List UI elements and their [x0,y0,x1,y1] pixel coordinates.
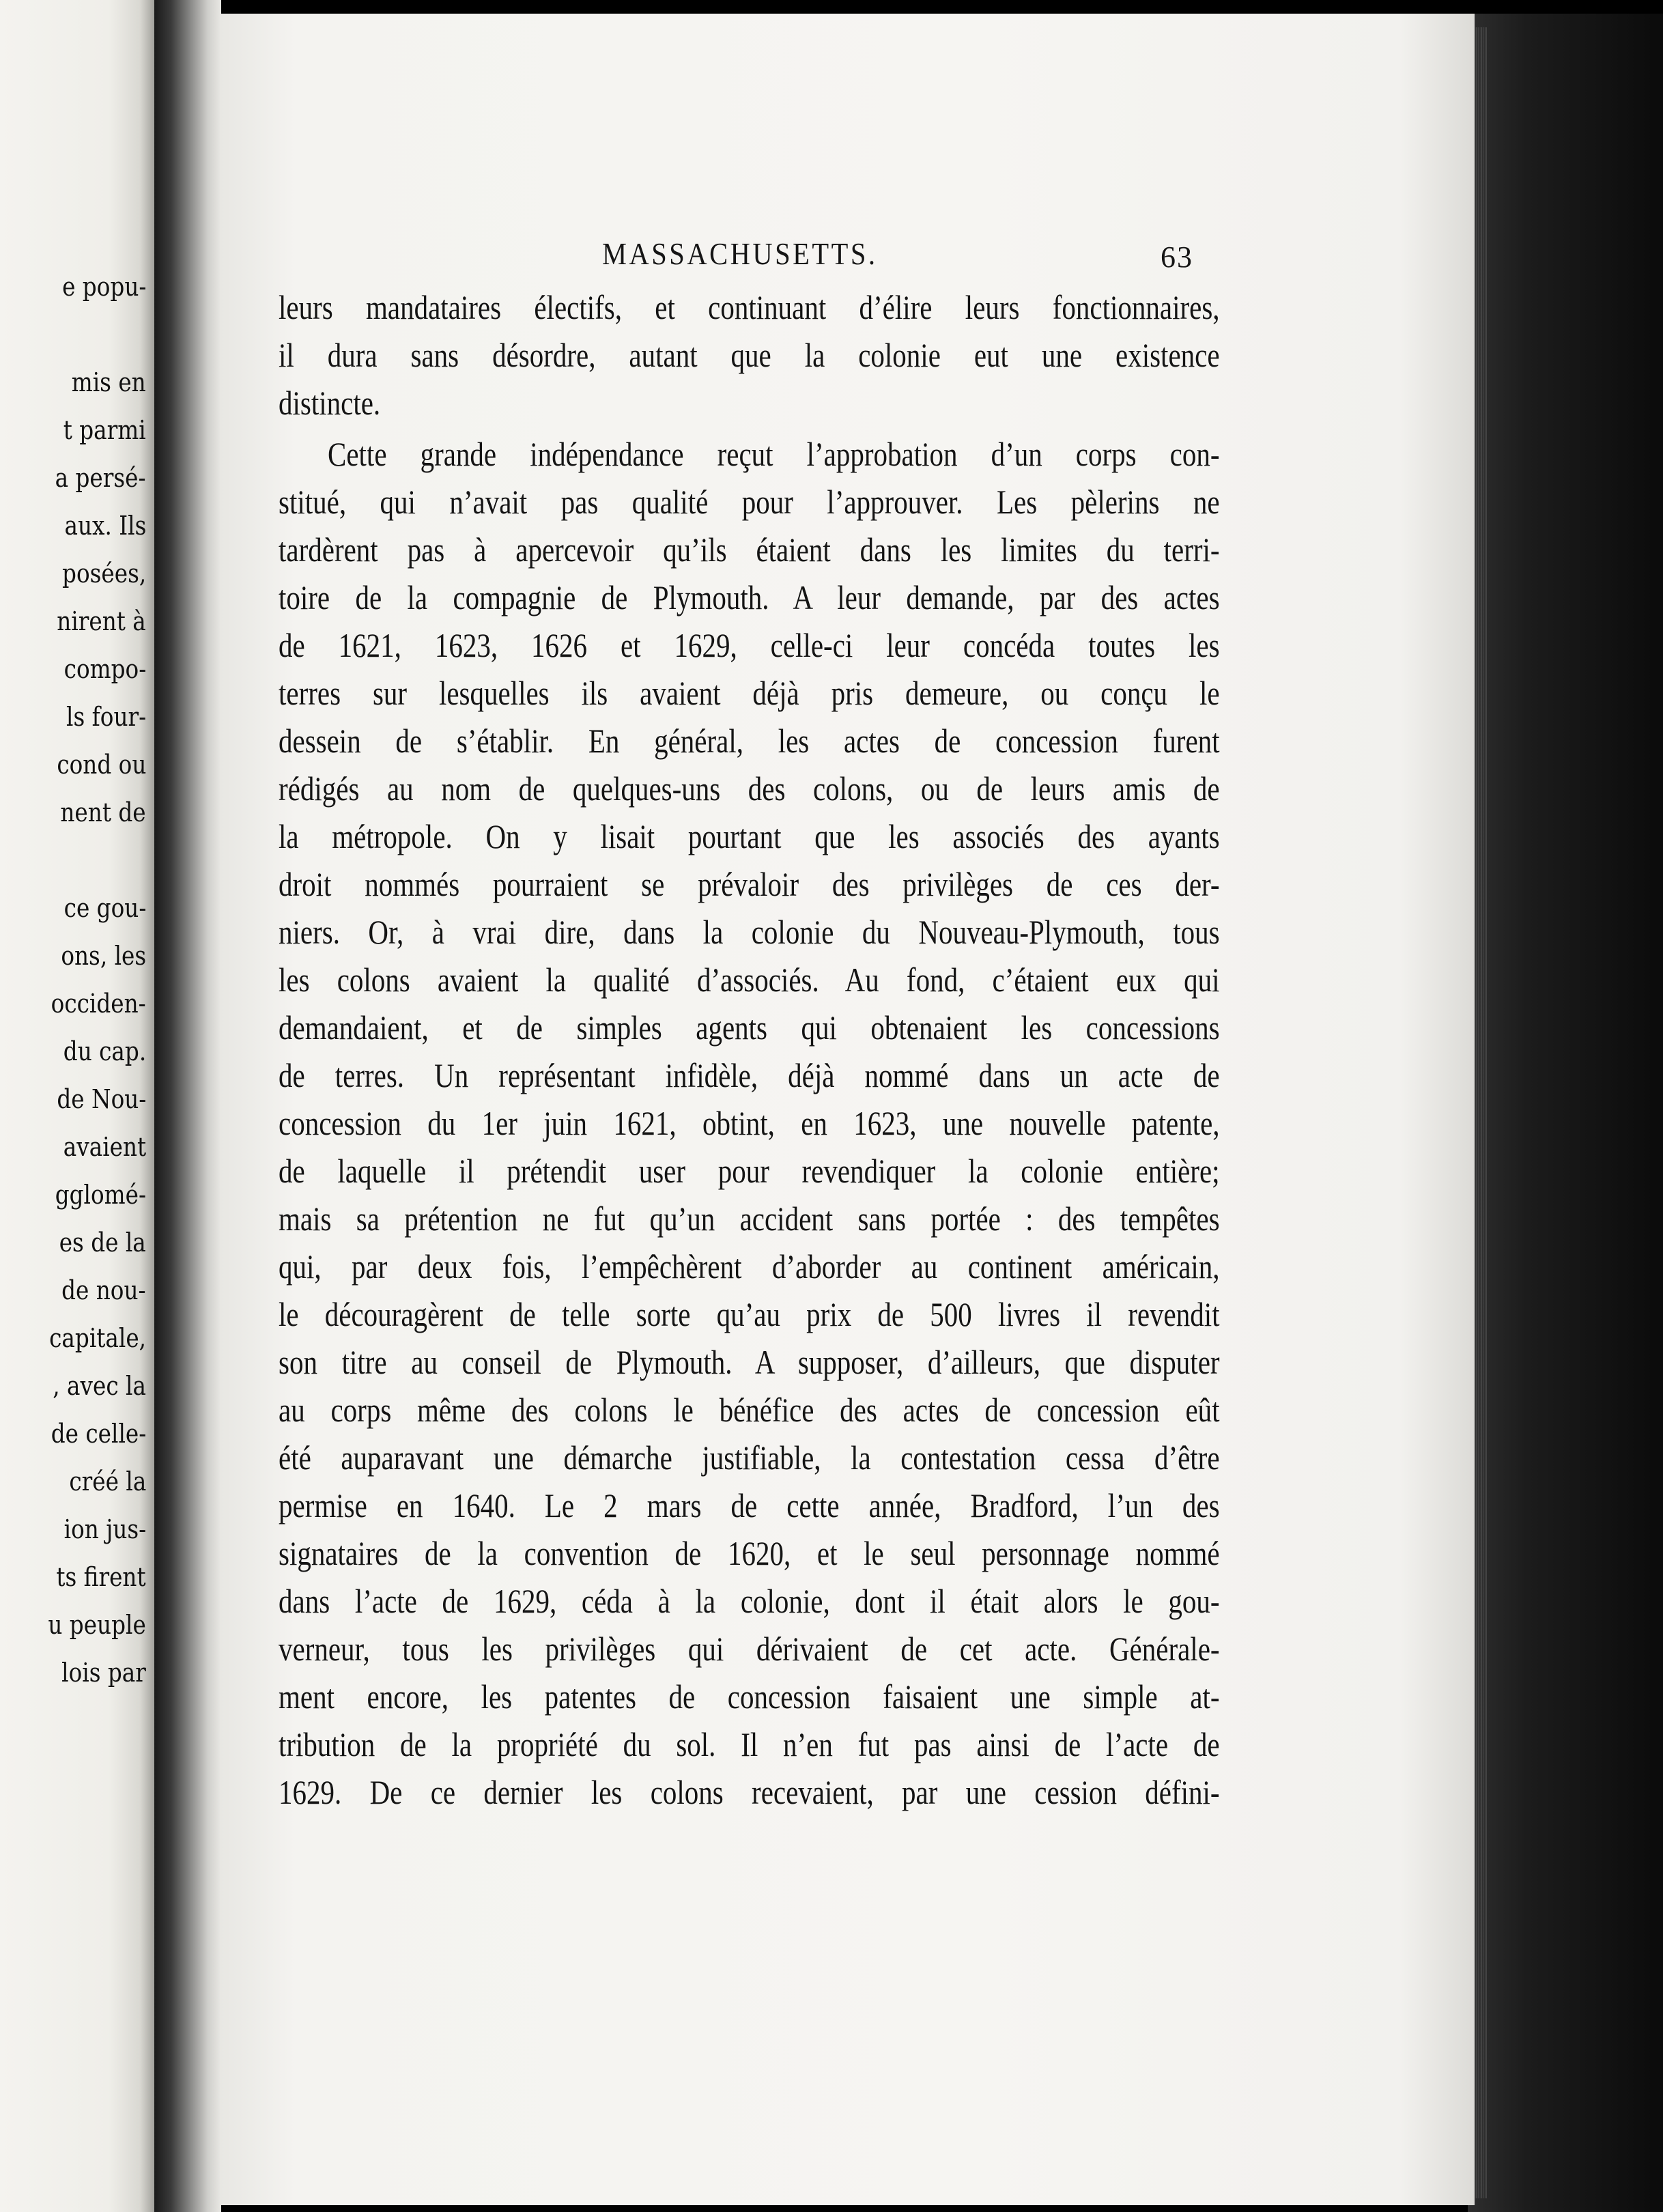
page-edges-dark-area [1468,14,1663,2212]
left-page-line: de celle- [51,1419,146,1449]
page-number: 63 [1161,240,1193,274]
text-line: il dura sans désordre, autant que la colonie eut une existence [279,336,1220,374]
text-line: de laquelle il prétendit user pour revendiquer la colonie entière; [279,1152,1220,1190]
text-line: leurs mandataires électifs, et continuant d’élire leurs fonctionnaires, [279,288,1220,326]
running-title: MASSACHUSETTS. [602,236,878,271]
text-line: qui, par deux fois, l’empêchèrent d’aborder au continent américain, [279,1247,1220,1286]
text-line: 1629. De ce dernier les colons recevaient, par une cession défini- [279,1773,1220,1811]
text-line: ment encore, les patentes de concession faisaient une simple at- [279,1677,1220,1716]
text-line: les colons avaient la qualité d’associés. Au fond, c’étaient eux qui [279,961,1220,999]
text-line: niers. Or, à vrai dire, dans la colonie du Nouveau-Plymouth, tous [279,913,1220,951]
left-page-line: capitale, [49,1323,146,1353]
left-page-line: nent de [60,797,146,827]
text-line: tribution de la propriété du sol. Il n’en fut pas ainsi de l’acte de [279,1725,1220,1763]
text-line: stitué, qui n’avait pas qualité pour l’approuver. Les pèlerins ne [279,483,1220,521]
book-gutter-shadow [154,0,221,2212]
left-page-line: du cap. [63,1036,146,1066]
text-line: demandaient, et de simples agents qui obtenaient les concessions [279,1008,1220,1047]
text-line: dessein de s’établir. En général, les actes de concession furent [279,722,1220,760]
text-line: Cette grande indépendance reçut l’approbation d’un corps con- [328,435,1220,473]
text-line: été auparavant une démarche justifiable, la contestation cessa d’être [279,1438,1220,1477]
text-line: dans l’acte de 1629, céda à la colonie, dont il était alors le gou- [279,1582,1220,1620]
left-page-line: nirent à [57,606,146,636]
left-page-line: compo- [63,654,146,684]
left-page-line: ls four- [66,702,146,732]
left-page-line: gglomé- [55,1180,146,1210]
text-line: mais sa prétention ne fut qu’un accident sans portée : des tempêtes [279,1200,1220,1238]
text-line: distincte. [279,384,381,422]
left-page-line: avaient [63,1132,146,1162]
current-page [220,14,1475,2205]
text-line: tardèrent pas à apercevoir qu’ils étaient dans les limites du terri- [279,530,1220,569]
left-page-line: u peuple [48,1610,146,1640]
left-page-line: e popu- [61,272,146,302]
text-line: droit nommés pourraient se prévaloir des privilèges de ces der- [279,865,1220,903]
body-text [220,14,1475,2205]
left-page-line: ce gou- [63,893,146,923]
left-page-line: lois par [61,1658,146,1688]
text-line: le découragèrent de telle sorte qu’au prix de 500 livres il revendit [279,1295,1220,1333]
left-page-line: t parmi [63,415,146,445]
left-page-line: ts firent [56,1562,146,1592]
text-line: signataires de la convention de 1620, et le seul personnage nommé [279,1534,1220,1572]
text-line: de terres. Un représentant infidèle, déjà nommé dans un acte de [279,1056,1220,1094]
text-line: au corps même des colons le bénéfice des actes de concession eût [279,1391,1220,1429]
left-page-line: posées, [61,558,146,589]
text-line: concession du 1er juin 1621, obtint, en 1623, une nouvelle patente, [279,1104,1220,1142]
left-page-line: cond ou [56,750,146,780]
left-page-line: occiden- [51,989,146,1019]
left-page-line: ons, les [61,941,146,971]
text-line: de 1621, 1623, 1626 et 1629, celle-ci leur concéda toutes les [279,626,1220,664]
text-line: verneur, tous les privilèges qui dérivaient de cet acte. Générale- [279,1630,1220,1668]
left-page-line: de nou- [61,1275,146,1305]
left-page-line: de Nou- [56,1084,146,1114]
left-page-line: créé la [69,1466,146,1497]
text-line: permise en 1640. Le 2 mars de cette année, Bradford, l’un des [279,1486,1220,1525]
left-page-line: es de la [59,1228,146,1258]
left-page-line: a persé- [55,463,146,493]
left-page-line: ion jus- [63,1514,146,1544]
left-page-line: mis en [72,367,146,397]
left-page-line: aux. Ils [64,511,146,541]
text-line: rédigés au nom de quelques-uns des colons, ou de leurs amis de [279,769,1220,808]
text-line: terres sur lesquelles ils avaient déjà pris demeure, ou conçu le [279,674,1220,712]
text-line: la métropole. On y lisait pourtant que les associés des ayants [279,817,1220,855]
left-page-line: , avec la [53,1371,146,1401]
text-line: son titre au conseil de Plymouth. A supposer, d’ailleurs, que disputer [279,1343,1220,1381]
text-line: toire de la compagnie de Plymouth. A leur demande, par des actes [279,578,1220,616]
page-edge-stack [1473,27,1487,2198]
previous-page-fragment [0,0,156,2212]
